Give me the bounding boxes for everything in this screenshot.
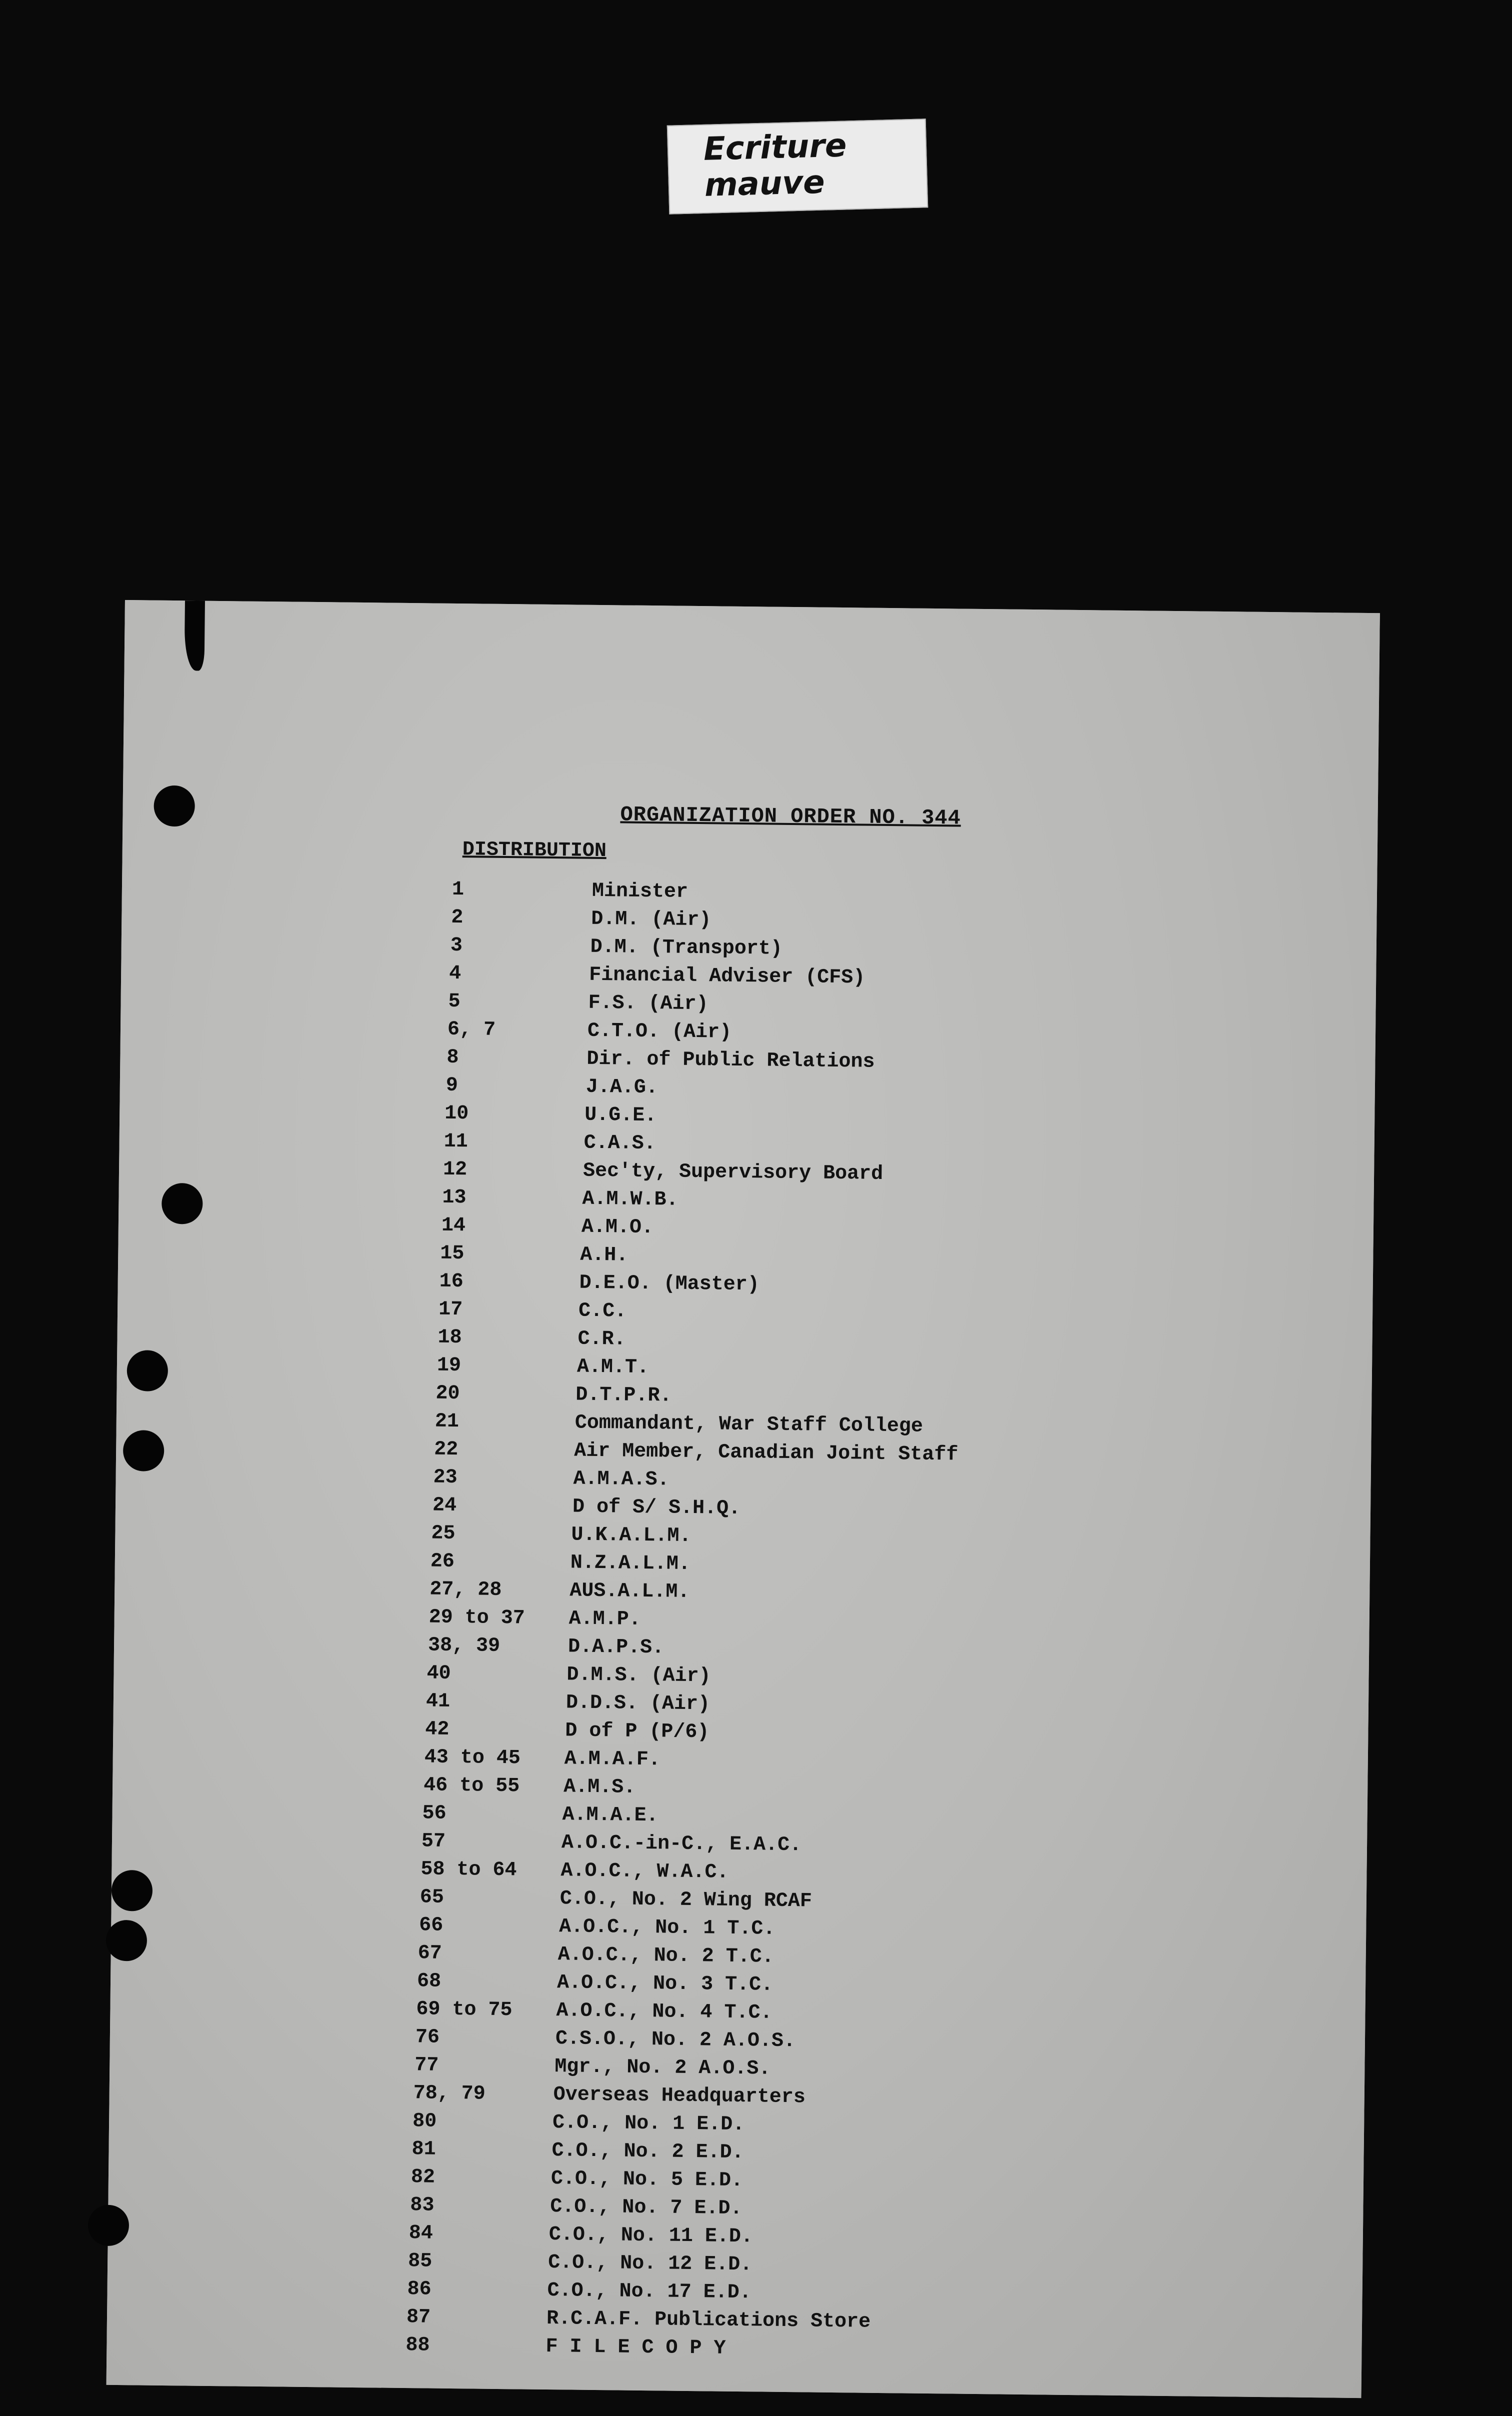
entry-recipient: A.O.C., No. 1 T.C. — [559, 1916, 776, 1940]
entry-recipient: C.O., No. 12 E.D. — [548, 2252, 752, 2276]
entry-number: 84 — [408, 2222, 434, 2245]
entry-number: 18 — [438, 1326, 462, 1350]
entry-recipient: U.G.E. — [584, 1104, 657, 1128]
entry-number: 57 — [421, 1830, 446, 1853]
entry-number: 4 — [448, 962, 462, 986]
entry-number: 22 — [434, 1438, 458, 1462]
entry-number: 16 — [439, 1270, 464, 1294]
entry-recipient: Overseas Headquarters — [553, 2084, 806, 2109]
entry-number: 5 — [448, 990, 460, 1014]
entry-number: 21 — [434, 1410, 460, 1434]
entry-recipient: C.O., No. 11 E.D. — [548, 2224, 754, 2248]
entry-recipient: C.T.O. (Air) — [587, 1020, 732, 1044]
entry-number: 13 — [442, 1186, 466, 1210]
entry-number: 86 — [407, 2278, 432, 2301]
entry-recipient: Commandant, War Staff College — [574, 1412, 924, 1438]
entry-number: 88 — [406, 2334, 430, 2357]
entry-recipient: A.O.C., No. 3 T.C. — [556, 1972, 774, 1996]
entry-recipient: F I L E C O P Y — [546, 2336, 726, 2360]
entry-recipient: Sec'ty, Supervisory Board — [582, 1160, 884, 1186]
entry-number: 26 — [430, 1550, 455, 1574]
label-line-1: Ecriture — [703, 127, 848, 168]
entry-recipient: D.E.O. (Master) — [579, 1272, 760, 1296]
entry-recipient: C.O., No. 2 Wing RCAF — [560, 1888, 812, 1913]
entry-recipient: Dir. of Public Relations — [586, 1048, 875, 1074]
entry-recipient: A.H. — [580, 1244, 628, 1267]
entry-number: 6, 7 — [447, 1018, 496, 1042]
entry-number: 17 — [438, 1298, 463, 1322]
entry-recipient: C.O., No. 2 E.D. — [552, 2140, 744, 2164]
punch-hole — [154, 786, 195, 827]
entry-number: 15 — [440, 1242, 464, 1266]
entry-number: 27, 28 — [430, 1578, 502, 1602]
entry-recipient: Air Member, Canadian Joint Staff — [574, 1440, 958, 1466]
entry-recipient: A.M.S. — [563, 1776, 636, 1799]
paper-tear — [184, 600, 205, 670]
entry-recipient: J.A.G. — [586, 1076, 658, 1100]
entry-recipient: A.O.C., No. 2 T.C. — [558, 1944, 774, 1968]
document-sheet — [106, 600, 1380, 2398]
entry-recipient: Financial Adviser (CFS) — [588, 964, 866, 990]
entry-number: 46 to 55 — [423, 1774, 520, 1798]
entry-number: 69 to 75 — [416, 1998, 512, 2022]
entry-recipient: N.Z.A.L.M. — [570, 1552, 691, 1576]
entry-recipient: D.A.P.S. — [568, 1636, 664, 1660]
entry-recipient: A.M.A.E. — [562, 1804, 658, 1828]
entry-recipient: C.O., No. 1 E.D. — [552, 2112, 745, 2136]
entry-recipient: C.A.S. — [584, 1132, 656, 1156]
entry-recipient: C.R. — [578, 1328, 626, 1351]
entry-number: 25 — [431, 1522, 456, 1546]
entry-recipient: A.O.C., W.A.C. — [560, 1860, 729, 1884]
entry-number: 65 — [420, 1886, 444, 1909]
entry-number: 2 — [451, 906, 464, 930]
entry-number: 58 to 64 — [420, 1858, 517, 1882]
entry-number: 9 — [446, 1074, 458, 1098]
entry-recipient: D of P (P/6) — [565, 1720, 710, 1744]
entry-number: 77 — [414, 2054, 439, 2077]
entry-recipient: A.M.A.F. — [564, 1748, 661, 1772]
entry-recipient: D.M. (Air) — [591, 908, 712, 932]
entry-recipient: A.M.P. — [568, 1608, 641, 1631]
entry-number: 43 to 45 — [424, 1746, 521, 1770]
entry-number: 20 — [436, 1382, 460, 1406]
entry-number: 10 — [444, 1102, 469, 1126]
entry-number: 14 — [441, 1214, 466, 1238]
distribution-heading: DISTRIBUTION — [462, 838, 607, 863]
entry-recipient: C.O., No. 5 E.D. — [550, 2168, 744, 2192]
entry-number: 78, 79 — [413, 2082, 486, 2106]
entry-number: 56 — [422, 1802, 446, 1825]
entry-recipient: Mgr., No. 2 A.O.S. — [554, 2056, 771, 2080]
document-title: ORGANIZATION ORDER NO. 344 — [620, 802, 962, 830]
entry-number: 81 — [412, 2138, 436, 2161]
entry-recipient: U.K.A.L.M. — [571, 1524, 692, 1548]
entry-number: 41 — [426, 1690, 450, 1713]
entry-recipient: D of S/ S.H.Q. — [572, 1496, 741, 1520]
entry-number: 76 — [415, 2026, 440, 2049]
entry-number: 40 — [426, 1662, 451, 1685]
entry-number: 38, 39 — [428, 1634, 500, 1658]
entry-number: 82 — [410, 2166, 436, 2189]
entry-number: 1 — [452, 878, 464, 902]
entry-recipient: Minister — [592, 880, 688, 904]
label-line-2: mauve — [704, 164, 826, 204]
entry-recipient: C.C. — [578, 1300, 627, 1323]
entry-number: 67 — [418, 1942, 442, 1965]
entry-recipient: A.O.C., No. 4 T.C. — [556, 2000, 772, 2024]
entry-recipient: R.C.A.F. Publications Store — [546, 2308, 871, 2334]
entry-number: 29 to 37 — [428, 1606, 525, 1630]
entry-number: 66 — [419, 1914, 444, 1937]
entry-recipient: A.M.O. — [581, 1216, 654, 1240]
distribution-list — [106, 872, 1377, 2370]
entry-recipient: A.M.W.B. — [582, 1188, 678, 1212]
entry-number: 42 — [425, 1718, 450, 1741]
entry-recipient: C.O., No. 7 E.D. — [550, 2196, 742, 2220]
entry-recipient: D.T.P.R. — [576, 1384, 672, 1408]
entry-recipient: C.S.O., No. 2 A.O.S. — [555, 2028, 796, 2053]
entry-recipient: A.O.C.-in-C., E.A.C. — [561, 1832, 802, 1857]
entry-number: 23 — [433, 1466, 458, 1490]
entry-number: 24 — [432, 1494, 457, 1518]
entry-number: 83 — [410, 2194, 434, 2217]
entry-number: 85 — [408, 2250, 432, 2273]
entry-number: 3 — [450, 934, 463, 958]
entry-number: 11 — [444, 1130, 468, 1154]
handwritten-label-card — [667, 118, 928, 214]
entry-number: 12 — [442, 1158, 468, 1182]
entry-number: 8 — [446, 1046, 459, 1070]
entry-number: 87 — [406, 2306, 431, 2329]
entry-recipient: D.M. (Transport) — [590, 936, 783, 960]
entry-recipient: D.M.S. (Air) — [566, 1664, 711, 1688]
entry-recipient: F.S. (Air) — [588, 992, 708, 1016]
entry-recipient: C.O., No. 17 E.D. — [547, 2280, 752, 2304]
entry-recipient: D.D.S. (Air) — [566, 1692, 710, 1716]
entry-recipient: AUS.A.L.M. — [570, 1580, 690, 1604]
entry-number: 19 — [436, 1354, 462, 1378]
entry-recipient: A.M.T. — [576, 1356, 650, 1380]
entry-recipient: A.M.A.S. — [573, 1468, 670, 1492]
entry-number: 68 — [416, 1970, 442, 1993]
entry-number: 80 — [412, 2110, 437, 2133]
